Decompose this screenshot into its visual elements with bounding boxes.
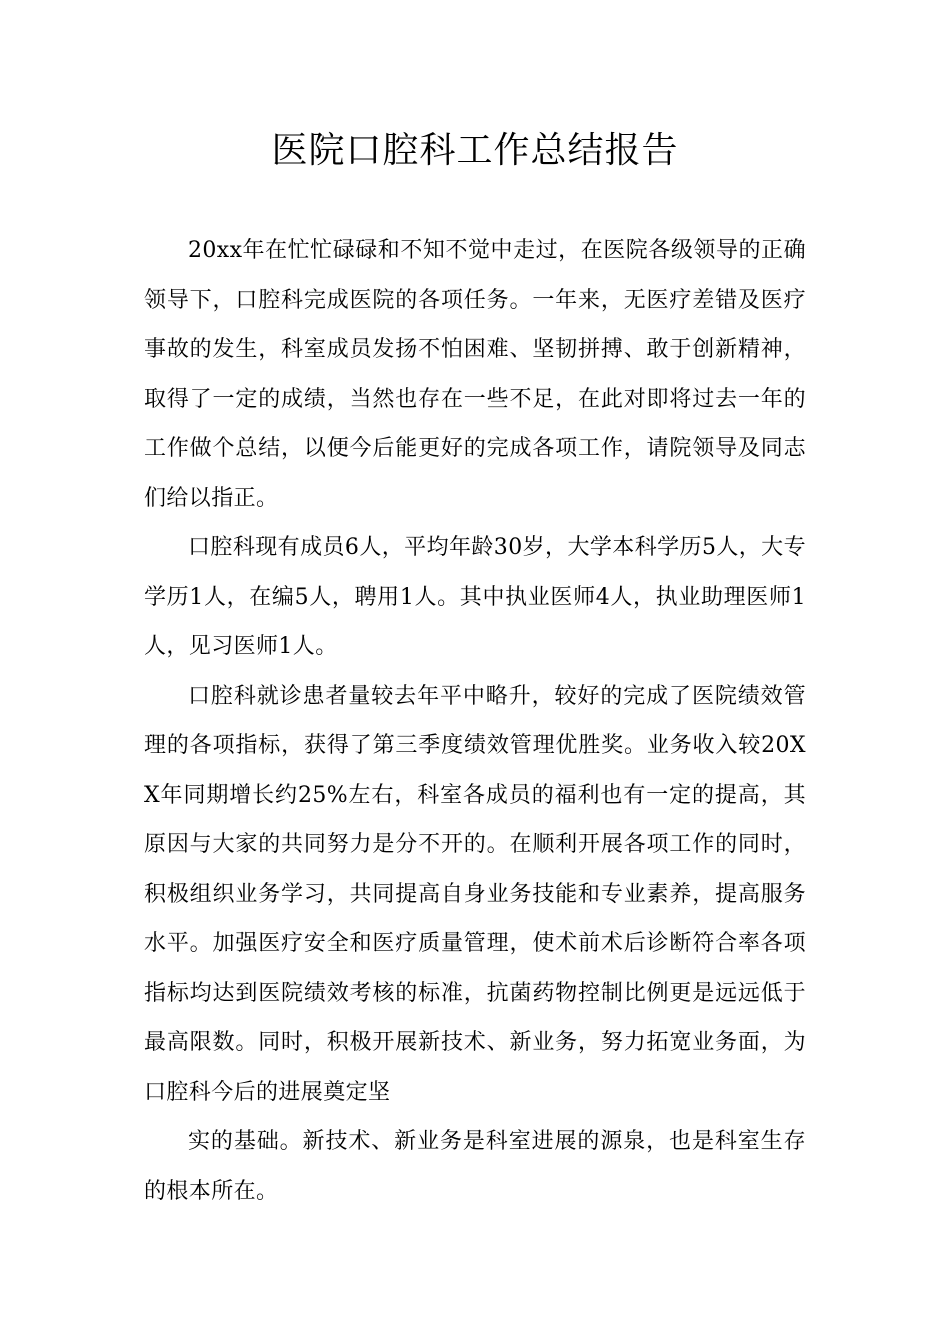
paragraph-staff: 口腔科现有成员6人，平均年龄30岁，大学本科学历5人，大专学历1人，在编5人，聘用1人。其中执业医师4人，执业助理医师1人，见习医师1人。 xyxy=(144,535,806,659)
document-body xyxy=(144,226,806,1216)
paragraph-foundation: 实的基础。新技术、新业务是科室进展的源泉，也是科室生存的根本所在。 xyxy=(144,1129,806,1204)
paragraph-intro: 20xx年在忙忙碌碌和不知不觉中走过，在医院各级领导的正确领导下，口腔科完成医院的各项任务。一年来，无医疗差错及医疗事故的发生，科室成员发扬不怕困难、坚韧拼搏、敢于创新精神，取得了一定的成绩，当然也存在一些不足，在此对即将过去一年的工作做个总结，以便今后能更好的完成各项工作，请院领导及同志们给以指正。 xyxy=(144,238,806,511)
paragraph-performance: 口腔科就诊患者量较去年平中略升，较好的完成了医院绩效管理的各项指标，获得了第三季度绩效管理优胜奖。业务收入较20XX年同期增长约25%左右，科室各成员的福利也有一定的提高，其原因与大家的共同努力是分不开的。在顺利开展各项工作的同时，积极组织业务学习，共同提高自身业务技能和专业素养，提高服务水平。加强医疗安全和医疗质量管理，使术前术后诊断符合率各项指标均达到医院绩效考核的标准，抗菌药物控制比例更是远远低于最高限数。同时，积极开展新技术、新业务，努力拓宽业务面，为口腔科今后的进展奠定坚 xyxy=(144,683,806,1105)
page-title: 医院口腔科工作总结报告 xyxy=(271,130,679,171)
